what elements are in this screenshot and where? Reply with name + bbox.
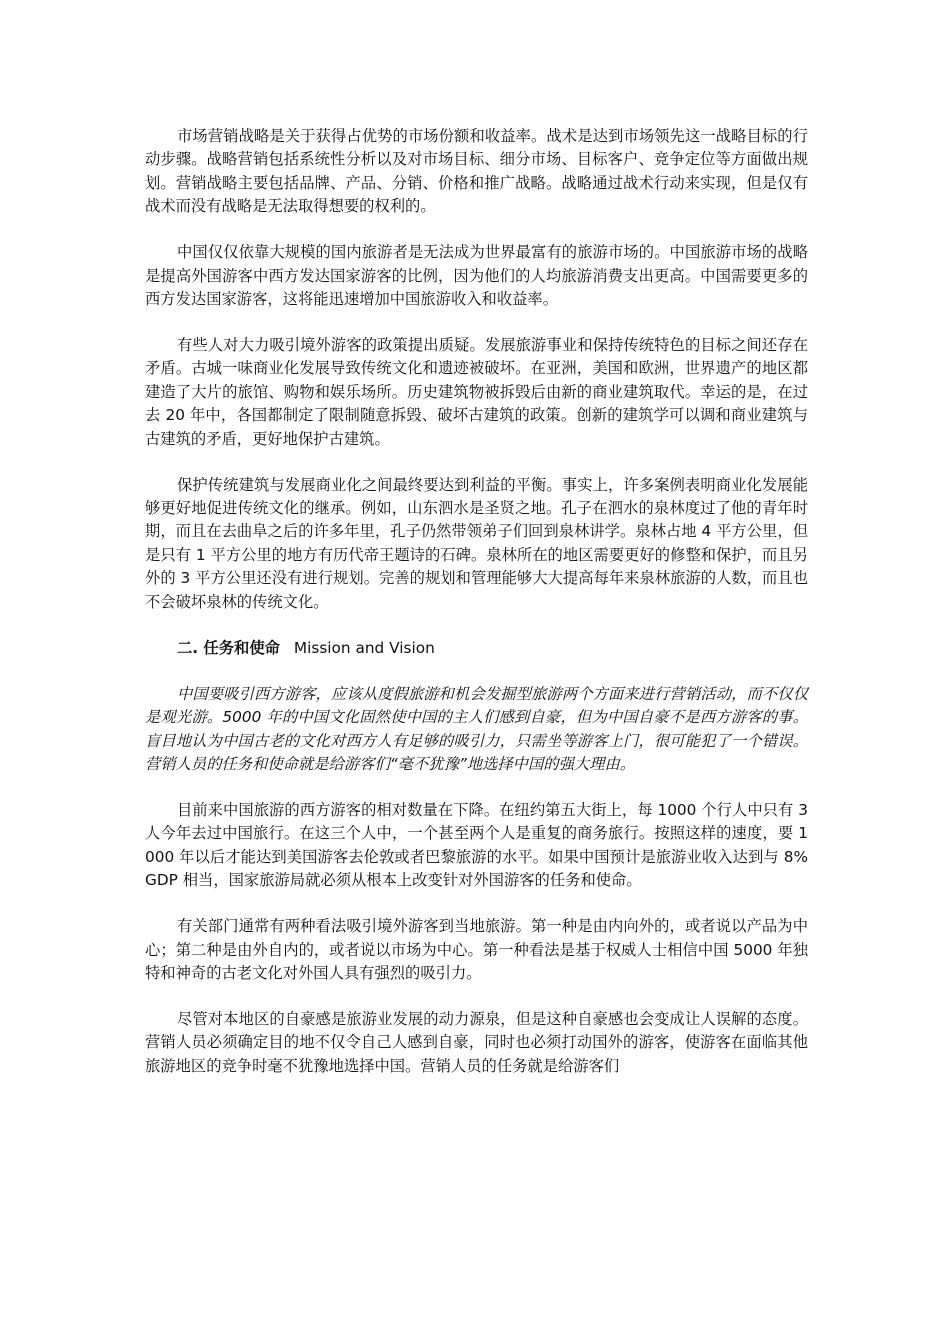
section-heading-cn: 二. 任务和使命 — [177, 638, 280, 657]
paragraph-quanlin-example: 保护传统建筑与发展商业化之间最终要达到利益的平衡。事实上，许多案例表明商业化发展能够更好地促进传统文化的继承。例如，山东泗水是圣贤之地。孔子在泗水的泉林度过了他的青年时期，而且在去曲阜之后的许多年里，孔子仍然带领弟子们回到泉林讲学。泉林占地 4 平方公里，但是只有 1 平方公里的地方有历代帝王题诗的石碑。泉林所在的地区需要更好的修整和保护，而且另外的 3 平方公里还没有进行规划。完善的规划和管理能够大大提高每年来泉林旅游的人数，而且也不会破坏泉林的传统文化。 — [145, 475, 808, 611]
paragraph-local-pride: 尽管对本地区的自豪感是旅游业发展的动力源泉，但是这种自豪感也会变成让人误解的态度。营销人员必须确定目的地不仅令自己人感到自豪，同时也必须打动国外的游客，使游客在面临其他旅游地区的竞争时毫不犹豫地选择中国。营销人员的任务就是给游客们 — [145, 1009, 808, 1075]
section-heading — [145, 637, 808, 660]
paragraph-western-tourist-decline: 目前来中国旅游的西方游客的相对数量在下降。在纽约第五大街上，每 1000 个行人中只有 3 人今年去过中国旅行。在这三个人中，一个甚至两个人是重复的商务旅行。按照这样的速度，要 1000 年以后才能达到美国游客去伦敦或者巴黎旅游的水平。如果中国预计是旅游业收入达到与 8%GDP 相当，国家旅游局就必须从根本上改变针对外国游客的任务和使命。 — [145, 800, 808, 890]
paragraph-china-tourism-strategy: 中国仅仅依靠大规模的国内旅游者是无法成为世界最富有的旅游市场的。中国旅游市场的战略是提高外国游客中西方发达国家游客的比例，因为他们的人均旅游消费支出更高。中国需要更多的西方发达国家游客，这将能迅速增加中国旅游收入和收益率。 — [145, 243, 808, 309]
section-heading-en: Mission and Vision — [293, 638, 435, 657]
paragraph-two-views: 有关部门通常有两种看法吸引境外游客到当地旅游。第一种是由内向外的，或者说以产品为中心；第二种是由外自内的，或者说以市场为中心。第一种看法是基于权威人士相信中国 5000 年独特和神奇的古老文化对外国人具有强烈的吸引力。 — [145, 917, 808, 982]
paragraph-mission-italic: 中国要吸引西方游客，应该从度假旅游和机会发掘型旅游两个方面来进行营销活动，而不仅仅是观光游。5000 年的中国文化固然使中国的主人们感到自豪，但为中国自豪不是西方游客的事。盲目地认为中国古老的文化对西方人有足够的吸引力，只需坐等游客上门，很可能犯了一个错误。营销人员的任务和使命就是给游客们“毫不犹豫”地选择中国的强大理由。 — [145, 684, 808, 773]
paragraph-policy-doubts: 有些人对大力吸引境外游客的政策提出质疑。发展旅游事业和保持传统特色的目标之间还存在矛盾。古城一味商业化发展导致传统文化和遗迹被破坏。在亚洲，美国和欧洲，世界遗产的地区都建造了大片的旅馆、购物和娱乐场所。历史建筑物被拆毁后由新的商业建筑取代。幸运的是，在过去 20 年中，各国都制定了限制随意拆毁、破坏古建筑的政策。创新的建筑学可以调和商业建筑与古建筑的矛盾，更好地保护古建筑。 — [145, 336, 808, 448]
document-page — [145, 125, 808, 1101]
paragraph-marketing-strategy: 市场营销战略是关于获得占优势的市场份额和收益率。战术是达到市场领先这一战略目标的行动步骤。战略营销包括系统性分析以及对市场目标、细分市场、目标客户、竞争定位等方面做出规划。营销战略主要包括品牌、产品、分销、价格和推广战略。战略通过战术行动来实现，但是仅有战术而没有战略是无法取得想要的权利的。 — [145, 127, 808, 216]
